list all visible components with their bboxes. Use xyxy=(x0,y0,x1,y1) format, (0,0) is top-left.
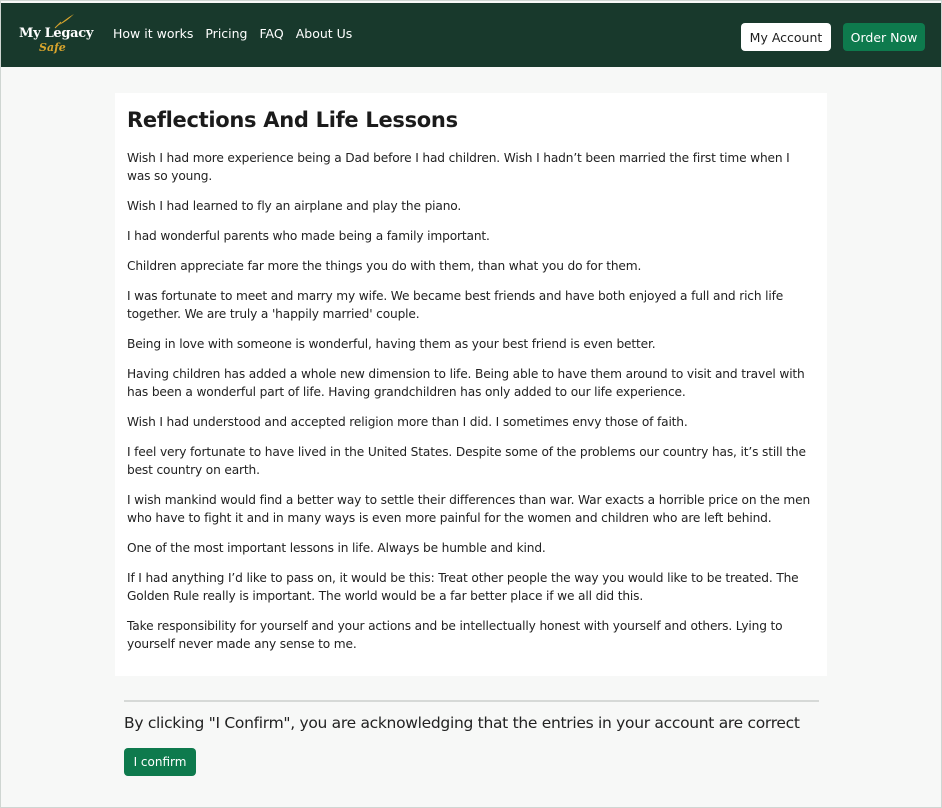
content-card xyxy=(115,93,827,676)
paragraph: I was fortunate to meet and marry my wife. We became best friends and have both enjoyed a full and rich life together. We are truly a 'happily married' couple. xyxy=(127,289,784,321)
paragraph: Children appreciate far more the things you do with them, than what you do for them. xyxy=(127,259,642,273)
paragraph: Having children has added a whole new dimension to life. Being able to have them around to visit and travel with has been a wonderful part of life. Having grandchildren has only added to our life experience. xyxy=(127,367,805,399)
paragraph: Take responsibility for yourself and your actions and be intellectually honest with yourself and others. Lying to yourself never made any sense to me. xyxy=(127,619,783,651)
confirm-button[interactable]: I confirm xyxy=(124,748,196,776)
logo-subtitle: Safe xyxy=(39,41,66,54)
divider xyxy=(124,700,819,702)
paragraph: Wish I had understood and accepted religion more than I did. I sometimes envy those of faith. xyxy=(127,415,688,429)
paragraph: I feel very fortunate to have lived in the United States. Despite some of the problems our country has, it’s still the best country on earth. xyxy=(127,445,806,477)
nav-how-it-works[interactable]: How it works xyxy=(113,26,194,41)
paragraph: I wish mankind would find a better way to settle their differences than war. War exacts a horrible price on the men who have to fight it and in many ways is even more painful for the women and children who are left behind. xyxy=(127,493,811,525)
nav-links xyxy=(113,26,352,41)
confirm-statement: By clicking "I Confirm", you are acknowledging that the entries in your account are correct xyxy=(124,714,800,732)
paragraph: One of the most important lessons in life. Always be humble and kind. xyxy=(127,541,546,555)
paragraph: I had wonderful parents who made being a family important. xyxy=(127,229,490,243)
logo-title: My Legacy xyxy=(19,26,94,41)
logo[interactable] xyxy=(17,13,94,59)
top-navbar xyxy=(1,3,941,67)
nav-faq[interactable]: FAQ xyxy=(259,26,284,41)
paragraph: Wish I had learned to fly an airplane and play the piano. xyxy=(127,199,462,213)
paragraph: Wish I had more experience being a Dad before I had children. Wish I hadn’t been married the first time when I was so young. xyxy=(127,151,790,183)
order-now-button[interactable]: Order Now xyxy=(843,23,925,51)
my-account-button[interactable]: My Account xyxy=(741,23,831,51)
page-title: Reflections And Life Lessons xyxy=(127,108,458,132)
paragraph: Being in love with someone is wonderful, having them as your best friend is even better. xyxy=(127,337,656,351)
paragraph: If I had anything I’d like to pass on, it would be this: Treat other people the way you would like to be treated. The Golden Rule really is important. The world would be a far better place if we all did this. xyxy=(127,571,799,603)
nav-about-us[interactable]: About Us xyxy=(295,26,353,41)
nav-pricing[interactable]: Pricing xyxy=(205,26,248,41)
